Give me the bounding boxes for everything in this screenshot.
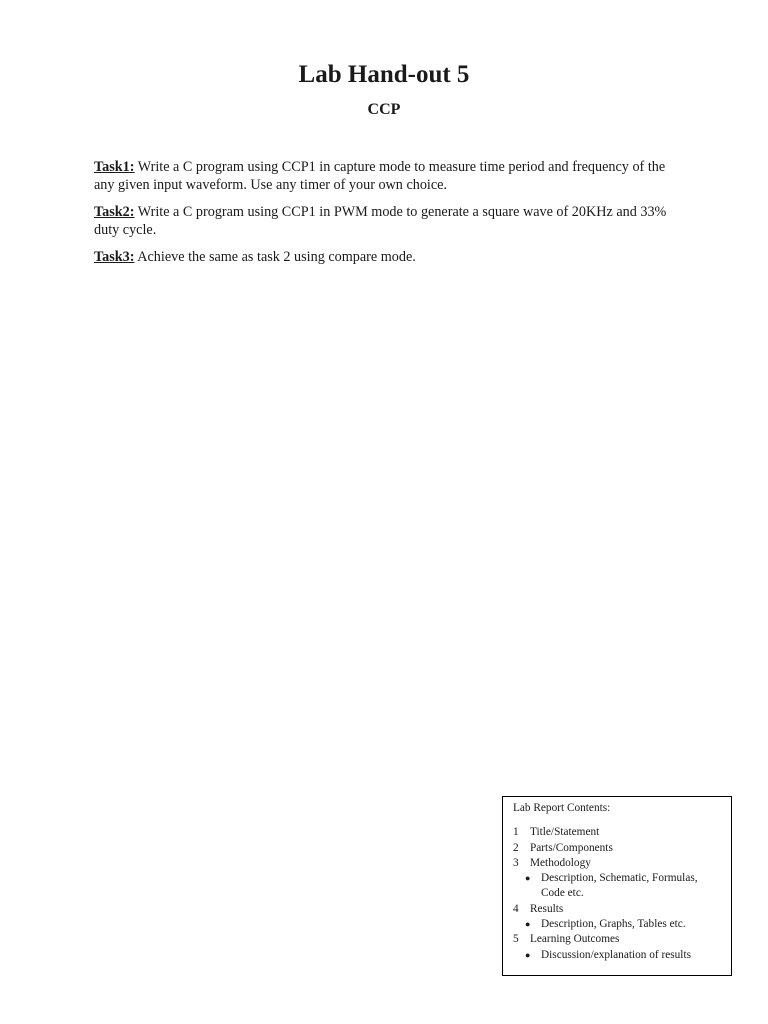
report-item [513, 856, 721, 902]
report-item [513, 932, 721, 963]
report-item-label: Methodology [530, 856, 591, 869]
task-2 [94, 203, 684, 239]
report-item-number: 4 [513, 902, 519, 915]
report-item-label: Parts/Components [530, 841, 613, 854]
report-item-number: 2 [513, 841, 519, 854]
task-1-label: Task1: [94, 159, 135, 175]
report-item [513, 841, 721, 856]
task-list [94, 158, 684, 275]
report-item-number: 3 [513, 856, 519, 869]
report-sub-list [513, 948, 721, 963]
report-sub-list [513, 917, 721, 932]
report-sub-item [525, 948, 721, 963]
report-sub-item [525, 917, 721, 932]
task-3 [94, 248, 684, 266]
report-item-number: 5 [513, 933, 519, 946]
report-sub-item-text: Description, Graphs, Tables etc. [541, 918, 686, 931]
task-1-text: Write a C program using CCP1 in capture mode to measure time period and frequency of the any given input waveform. Use any timer of your own choice. [94, 159, 666, 193]
bullet-icon: ● [525, 949, 531, 960]
bullet-icon: ● [525, 919, 531, 930]
report-item-label: Title/Statement [530, 826, 600, 839]
report-sub-item-text: Description, Schematic, Formulas, Code etc. [541, 872, 698, 900]
report-item-number: 1 [513, 826, 519, 839]
task-3-label: Task3: [94, 249, 135, 265]
report-sub-item [525, 871, 721, 902]
task-2-label: Task2: [94, 204, 135, 220]
bullet-icon: ● [525, 873, 531, 884]
report-item [513, 825, 721, 840]
page-subtitle: CCP [367, 101, 401, 118]
task-1 [94, 158, 684, 194]
task-2-text: Write a C program using CCP1 in PWM mode to generate a square wave of 20KHz and 33% duty cycle. [94, 204, 667, 238]
report-heading: Lab Report Contents: [513, 802, 611, 814]
report-sub-list [513, 871, 721, 902]
report-item-label: Learning Outcomes [530, 933, 620, 946]
report-sub-item-text: Discussion/explanation of results [541, 948, 691, 961]
lab-report-contents-box [502, 796, 732, 976]
report-list [513, 825, 721, 963]
report-item [513, 902, 721, 933]
report-item-label: Results [530, 902, 564, 915]
page-title: Lab Hand-out 5 [298, 61, 470, 88]
task-3-text: Achieve the same as task 2 using compare mode. [137, 249, 416, 265]
